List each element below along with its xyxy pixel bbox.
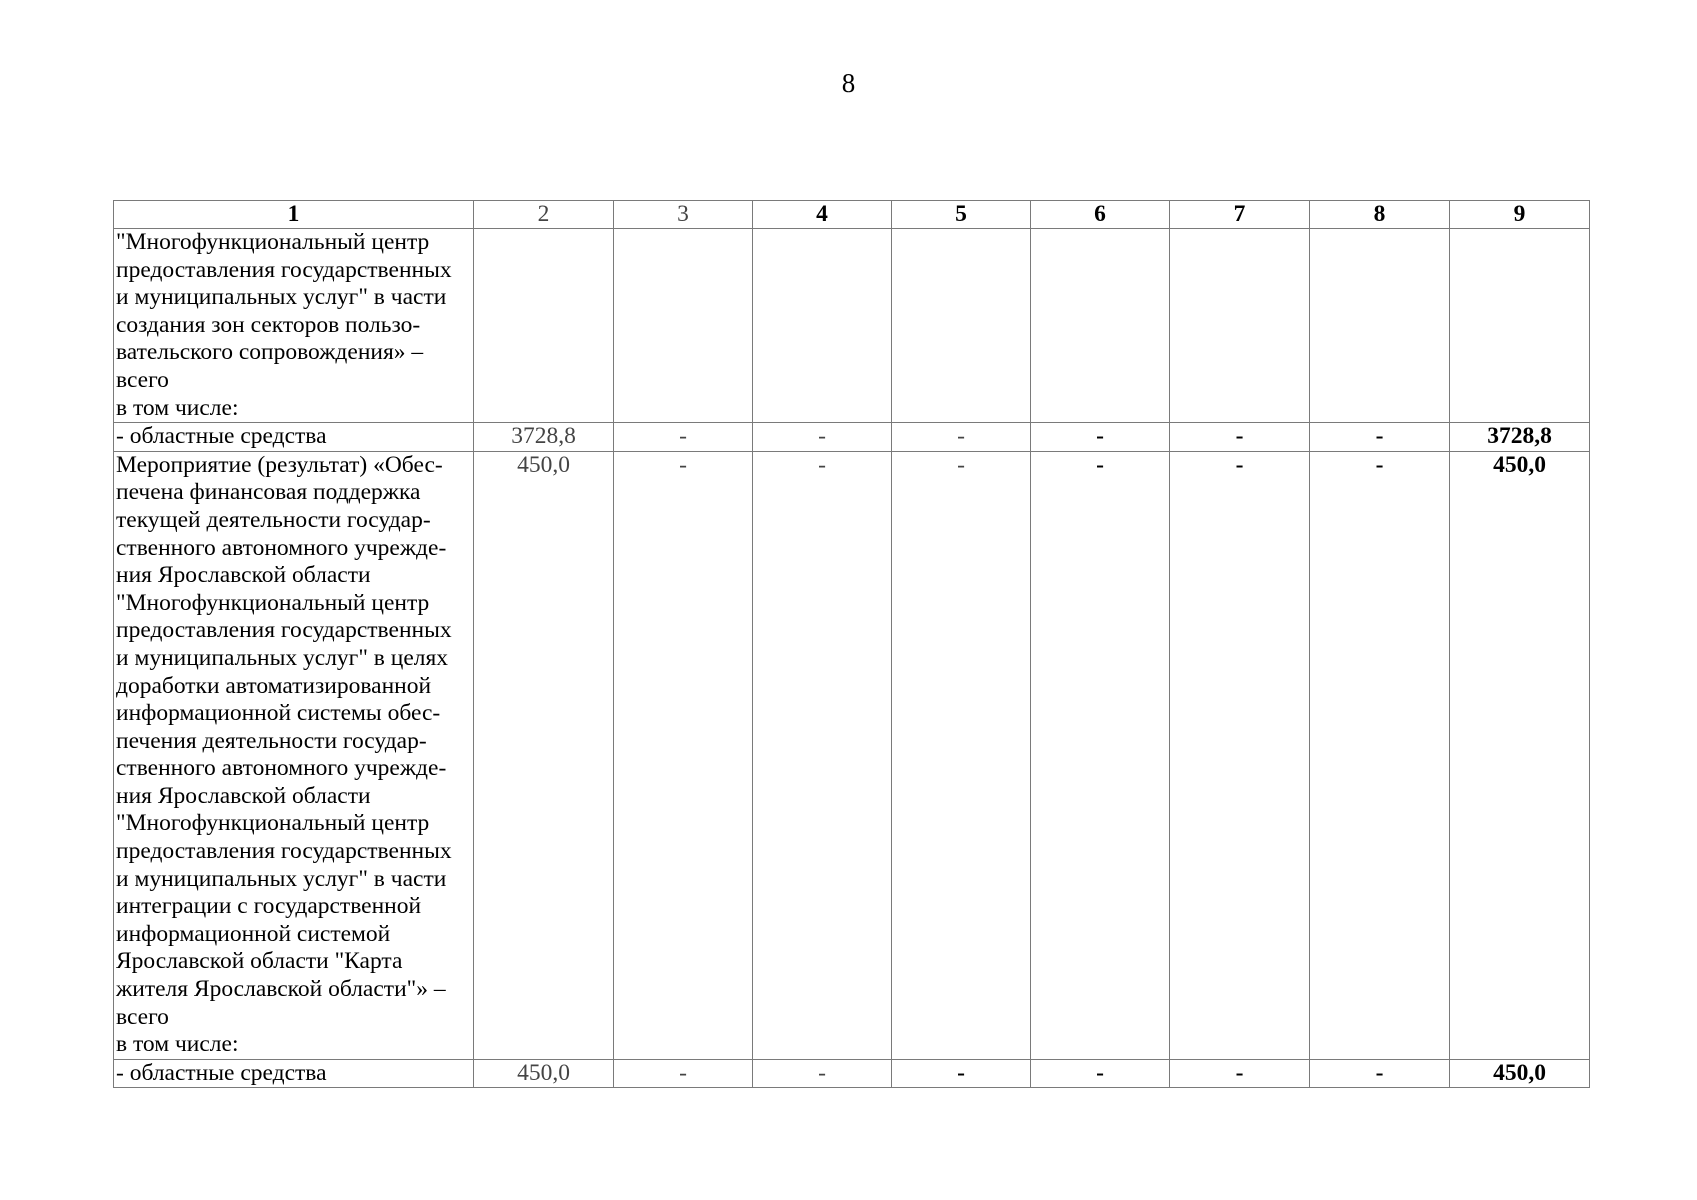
header-cell-col-1: 1: [114, 201, 474, 229]
description-line: печения деятельности государ-: [116, 727, 427, 754]
value-cell-col-9: [1450, 229, 1590, 423]
description-line: и муниципальных услуг" в части: [116, 865, 447, 892]
header-cell-col-9: 9: [1450, 201, 1590, 229]
value-cell-col-3: -: [614, 423, 753, 452]
description-line: создания зон секторов пользо-: [116, 311, 421, 338]
header-cell-col-7: 7: [1170, 201, 1310, 229]
value-cell-col-2: 3728,8: [474, 423, 614, 452]
value-cell-col-2: [474, 229, 614, 423]
description-line: - областные средства: [116, 1059, 327, 1086]
description-line: жителя Ярославской области"» –: [116, 976, 446, 1003]
budget-table: [113, 200, 1590, 1088]
value-cell-col-5: [892, 229, 1031, 423]
description-line: - областные средства: [116, 423, 327, 450]
description-line: Мероприятие (результат) «Обес-: [116, 451, 443, 478]
header-cell-col-4: 4: [753, 201, 892, 229]
description-line: информационной системы обес-: [116, 700, 441, 727]
value-cell-col-9: 450,0: [1450, 1059, 1590, 1088]
description-line: предоставления государственных: [116, 256, 452, 283]
value-cell-col-3: -: [614, 1059, 753, 1088]
value-cell-col-8: -: [1310, 451, 1450, 1059]
value-cell-col-8: -: [1310, 1059, 1450, 1088]
value-cell-col-2: 450,0: [474, 1059, 614, 1088]
description-line: ния Ярославской области: [116, 562, 371, 589]
row-description-cell: [114, 229, 474, 423]
table-header-row: [114, 201, 1590, 229]
table-row: [114, 423, 1590, 452]
description-line: предоставления государственных: [116, 617, 452, 644]
value-cell-col-9: 3728,8: [1450, 423, 1590, 452]
description-line: текущей деятельности государ-: [116, 506, 431, 533]
header-cell-col-6: 6: [1031, 201, 1170, 229]
table-row: [114, 1059, 1590, 1088]
value-cell-col-7: -: [1170, 1059, 1310, 1088]
value-cell-col-4: -: [753, 423, 892, 452]
description-line: в том числе:: [116, 394, 239, 421]
description-line: всего: [116, 1003, 169, 1030]
row-description-cell: [114, 1059, 474, 1088]
page-number: 8: [841, 68, 856, 98]
value-cell-col-3: -: [614, 451, 753, 1059]
value-cell-col-2: 450,0: [474, 451, 614, 1059]
value-cell-col-4: -: [753, 451, 892, 1059]
table-row: [114, 229, 1590, 423]
description-line: и муниципальных услуг" в целях: [116, 644, 449, 671]
description-line: доработки автоматизированной: [116, 672, 432, 699]
value-cell-col-5: -: [892, 1059, 1031, 1088]
description-line: печена финансовая поддержка: [116, 479, 421, 506]
header-cell-col-3: 3: [614, 201, 753, 229]
description-line: "Многофункциональный центр: [116, 589, 430, 616]
description-line: и муниципальных услуг" в части: [116, 284, 447, 311]
description-line: информационной системой: [116, 920, 391, 947]
row-description-cell: [114, 423, 474, 452]
value-cell-col-3: [614, 229, 753, 423]
description-line: в том числе:: [116, 1031, 239, 1058]
description-line: ственного автономного учрежде-: [116, 534, 447, 561]
value-cell-col-5: -: [892, 423, 1031, 452]
description-line: ния Ярославской области: [116, 782, 371, 809]
description-line: "Многофункциональный центр: [116, 810, 430, 837]
value-cell-col-6: -: [1031, 423, 1170, 452]
description-line: вательского сопровождения» –: [116, 339, 424, 366]
header-cell-col-5: 5: [892, 201, 1031, 229]
value-cell-col-6: -: [1031, 451, 1170, 1059]
value-cell-col-4: -: [753, 1059, 892, 1088]
value-cell-col-7: -: [1170, 423, 1310, 452]
header-cell-col-2: 2: [474, 201, 614, 229]
description-line: ственного автономного учрежде-: [116, 755, 447, 782]
value-cell-col-6: -: [1031, 1059, 1170, 1088]
value-cell-col-8: [1310, 229, 1450, 423]
value-cell-col-6: [1031, 229, 1170, 423]
description-line: интеграции с государственной: [116, 893, 422, 920]
description-line: Ярославской области "Карта: [116, 948, 403, 975]
description-line: всего: [116, 366, 169, 393]
row-description-cell: [114, 451, 474, 1059]
value-cell-col-5: -: [892, 451, 1031, 1059]
value-cell-col-7: [1170, 229, 1310, 423]
value-cell-col-7: -: [1170, 451, 1310, 1059]
value-cell-col-4: [753, 229, 892, 423]
header-cell-col-8: 8: [1310, 201, 1450, 229]
description-line: "Многофункциональный центр: [116, 229, 430, 255]
value-cell-col-8: -: [1310, 423, 1450, 452]
table-row: [114, 451, 1590, 1059]
value-cell-col-9: 450,0: [1450, 451, 1590, 1059]
description-line: предоставления государственных: [116, 838, 452, 865]
